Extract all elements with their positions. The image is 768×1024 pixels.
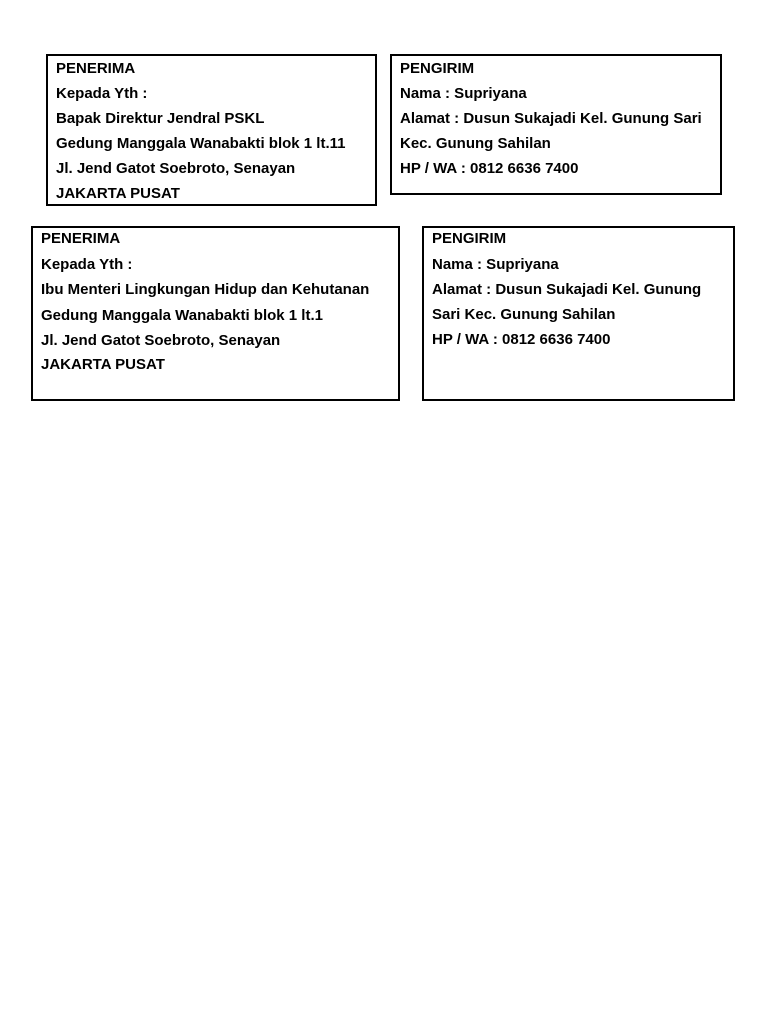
- recipient-city: JAKARTA PUSAT: [41, 356, 165, 373]
- sender-address-line-2: Sari Kec. Gunung Sahilan: [432, 306, 616, 323]
- sender-label-1: [390, 54, 722, 195]
- sender-address-line-2: Kec. Gunung Sahilan: [400, 135, 551, 152]
- sender-phone: HP / WA : 0812 6636 7400: [400, 160, 579, 177]
- sender-heading: PENGIRIM: [432, 230, 507, 247]
- recipient-building: Gedung Manggala Wanabakti blok 1 lt.11: [56, 135, 346, 152]
- sender-heading: PENGIRIM: [400, 60, 475, 77]
- recipient-name: Ibu Menteri Lingkungan Hidup dan Kehutanan: [41, 281, 370, 298]
- recipient-label-2: [31, 226, 400, 401]
- sender-name: Nama : Supriyana: [432, 256, 559, 273]
- recipient-name: Bapak Direktur Jendral PSKL: [56, 110, 265, 127]
- recipient-heading: PENERIMA: [41, 230, 121, 247]
- recipient-city: JAKARTA PUSAT: [56, 185, 180, 202]
- sender-label-2: [422, 226, 735, 401]
- recipient-building: Gedung Manggala Wanabakti blok 1 lt.1: [41, 307, 323, 324]
- recipient-street: Jl. Jend Gatot Soebroto, Senayan: [56, 160, 296, 177]
- recipient-salutation: Kepada Yth :: [56, 85, 148, 102]
- recipient-heading: PENERIMA: [56, 60, 136, 77]
- sender-name: Nama : Supriyana: [400, 85, 527, 102]
- sender-address-line-1: Alamat : Dusun Sukajadi Kel. Gunung Sari: [400, 110, 702, 127]
- sender-address-line-1: Alamat : Dusun Sukajadi Kel. Gunung: [432, 281, 702, 298]
- sender-phone: HP / WA : 0812 6636 7400: [432, 331, 611, 348]
- recipient-salutation: Kepada Yth :: [41, 256, 133, 273]
- recipient-label-1: [46, 54, 377, 206]
- recipient-street: Jl. Jend Gatot Soebroto, Senayan: [41, 332, 281, 349]
